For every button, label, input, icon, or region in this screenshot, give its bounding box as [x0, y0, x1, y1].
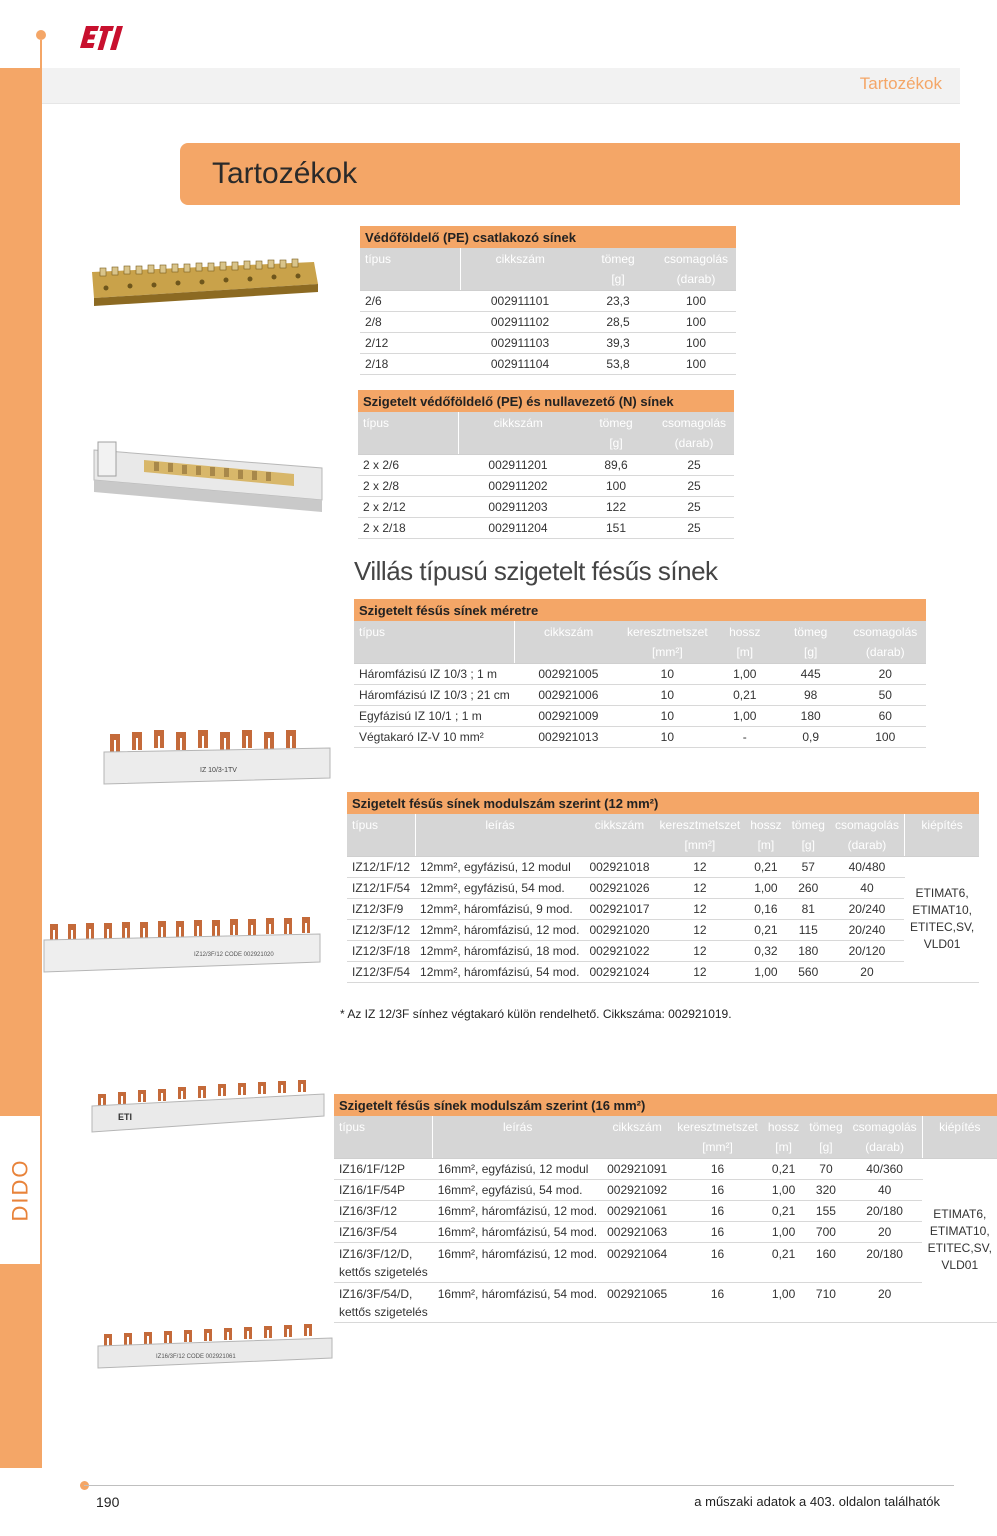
footer-divider: [84, 1485, 954, 1486]
cell: 002911202: [458, 475, 578, 496]
col-header: leírás: [415, 814, 584, 835]
cell: 560: [787, 961, 830, 982]
cell: 0,21: [713, 684, 777, 705]
col-header: hossz: [763, 1116, 804, 1137]
cell: 2 x 2/12: [358, 496, 458, 517]
type-text: IZ16/3F/54/D,: [339, 1286, 413, 1301]
cell: IZ12/3F/12: [347, 919, 415, 940]
col-header: csomagolás: [830, 814, 905, 835]
col-unit: [mm²]: [655, 835, 746, 856]
col-unit: [515, 642, 622, 663]
cell: 2/8: [360, 311, 460, 332]
cell: 10: [622, 663, 713, 684]
col-header: cikkszám: [602, 1116, 672, 1137]
col-unit: [m]: [745, 835, 786, 856]
cell: 002921005: [515, 663, 622, 684]
cell: 50: [845, 684, 926, 705]
kiepites-item: ETIMAT10,: [929, 1224, 990, 1238]
col-header: leírás: [433, 1116, 602, 1137]
type-text: IZ16/1F/54P: [339, 1182, 406, 1197]
cell: 16: [672, 1221, 763, 1242]
cell: -: [713, 726, 777, 747]
cell: 23,3: [580, 290, 656, 311]
cell: 16mm², háromfázisú, 54 mod.: [433, 1221, 602, 1242]
col-unit: [g]: [578, 433, 654, 454]
table-row: [358, 475, 734, 496]
table-row: [334, 1242, 997, 1282]
col-header: tömeg: [777, 621, 845, 642]
cell: 100: [845, 726, 926, 747]
col-unit: [584, 835, 654, 856]
cell: 1,00: [763, 1221, 804, 1242]
col-header: hossz: [713, 621, 777, 642]
cell: IZ12/3F/54: [347, 961, 415, 982]
cell: 0,9: [777, 726, 845, 747]
table-row: [347, 919, 979, 940]
cell: 710: [804, 1282, 847, 1322]
type-text: IZ16/3F/12/D,: [339, 1246, 413, 1261]
cell: 260: [787, 877, 830, 898]
cell: 1,00: [713, 663, 777, 684]
cell: 002921063: [602, 1221, 672, 1242]
cell: 002921013: [515, 726, 622, 747]
cell: 20: [848, 1282, 923, 1322]
cell: 12mm², háromfázisú, 9 mod.: [415, 898, 584, 919]
table-row: [354, 684, 926, 705]
cell: 16: [672, 1179, 763, 1200]
header-strip: [42, 68, 960, 104]
cell: 155: [804, 1200, 847, 1221]
col-unit: [358, 433, 458, 454]
col-unit: (darab): [830, 835, 905, 856]
table-row: [347, 940, 979, 961]
cell: 151: [578, 517, 654, 538]
cell: 12: [655, 961, 746, 982]
table-caption: Szigetelt fésűs sínek méretre: [354, 599, 926, 621]
comb-busbar-10mm-image: [104, 720, 334, 800]
table-row: [334, 1282, 997, 1322]
col-header: típus: [334, 1116, 433, 1137]
cell: 122: [578, 496, 654, 517]
cell: 002921065: [602, 1282, 672, 1322]
col-header: csomagolás: [848, 1116, 923, 1137]
comb-16-top-brand: ETI: [118, 1112, 133, 1122]
cell: 89,6: [578, 454, 654, 475]
cell: 20/240: [830, 898, 905, 919]
cell: 1,00: [763, 1179, 804, 1200]
cell: 2/6: [360, 290, 460, 311]
cell: [334, 1200, 433, 1221]
table-comb-bars-16mm: [334, 1094, 997, 1323]
cell: 2/18: [360, 353, 460, 374]
cell: 1,00: [713, 705, 777, 726]
cell: [334, 1221, 433, 1242]
cell: Háromfázisú IZ 10/3 ; 1 m: [354, 663, 515, 684]
cell: 115: [787, 919, 830, 940]
table-row: [347, 961, 979, 982]
kiepites-item: ETIMAT10,: [912, 903, 972, 917]
col-unit: [m]: [763, 1137, 804, 1158]
table-caption: Védőföldelő (PE) csatlakozó sínek: [360, 226, 736, 248]
comb-16-label: IZ16/3F/12 CODE 002921061: [156, 1354, 236, 1360]
cell: [334, 1242, 433, 1282]
table-row: [360, 332, 736, 353]
kiepites-item: VLD01: [923, 937, 961, 951]
cell: 2 x 2/18: [358, 517, 458, 538]
cell: 40: [830, 877, 905, 898]
col-unit: [mm²]: [672, 1137, 763, 1158]
cell: 12mm², egyfázisú, 12 modul: [415, 856, 584, 877]
left-accent-line: [40, 40, 42, 70]
comb-busbar-16mm-top-image: [88, 1078, 328, 1138]
kiepites-item: ETIMAT6,: [915, 886, 969, 900]
col-unit: [g]: [787, 835, 830, 856]
cell: 0,21: [745, 919, 786, 940]
table-row: [354, 663, 926, 684]
cell: 20/180: [848, 1242, 923, 1282]
col-header: keresztmetszet: [655, 814, 746, 835]
col-unit: [354, 642, 515, 663]
cell: 12mm², háromfázisú, 18 mod.: [415, 940, 584, 961]
cell: Háromfázisú IZ 10/3 ; 21 cm: [354, 684, 515, 705]
col-unit: (darab): [845, 642, 926, 663]
type-text: IZ16/1F/12P: [339, 1161, 406, 1176]
cell: 002911102: [460, 311, 580, 332]
table-row: [360, 311, 736, 332]
cell: 002921018: [584, 856, 654, 877]
cell: 16mm², háromfázisú, 12 mod.: [433, 1200, 602, 1221]
comb-busbar-12mm-image: [44, 906, 324, 986]
cell: 12mm², háromfázisú, 54 mod.: [415, 961, 584, 982]
col-header: keresztmetszet: [622, 621, 713, 642]
pe-terminal-bar-image: [86, 258, 322, 314]
cell: 002921064: [602, 1242, 672, 1282]
col-header: tömeg: [804, 1116, 847, 1137]
cell: 20/120: [830, 940, 905, 961]
col-unit: (darab): [654, 433, 734, 454]
cell: 0,21: [763, 1242, 804, 1282]
col-header: hossz: [745, 814, 786, 835]
table-row: [334, 1179, 997, 1200]
col-header: cikkszám: [460, 248, 580, 269]
cell: 60: [845, 705, 926, 726]
cell: 0,21: [763, 1158, 804, 1179]
cell: 20/240: [830, 919, 905, 940]
cell: 002921092: [602, 1179, 672, 1200]
type-text: IZ16/3F/12: [339, 1203, 398, 1218]
cell: 100: [656, 311, 736, 332]
col-unit: [g]: [804, 1137, 847, 1158]
comb-12-label: IZ12/3F/12 CODE 002921020: [194, 952, 274, 958]
cell: 12mm², egyfázisú, 54 mod.: [415, 877, 584, 898]
cell: 002921026: [584, 877, 654, 898]
cell: 16mm², háromfázisú, 12 mod.: [433, 1242, 602, 1282]
cell: 12: [655, 856, 746, 877]
col-header: típus: [347, 814, 415, 835]
table-row: [358, 454, 734, 475]
col-header: típus: [354, 621, 515, 642]
cell: IZ12/3F/9: [347, 898, 415, 919]
table-pe-bars: [360, 226, 736, 375]
cell: 002921061: [602, 1200, 672, 1221]
page-title-box: [180, 143, 960, 205]
cell: 16mm², egyfázisú, 12 modul: [433, 1158, 602, 1179]
cell: 81: [787, 898, 830, 919]
col-unit: [433, 1137, 602, 1158]
cell: 25: [654, 475, 734, 496]
col-header: kiépítés: [922, 1116, 997, 1137]
table-row: [347, 898, 979, 919]
col-header: keresztmetszet: [672, 1116, 763, 1137]
cell: 100: [578, 475, 654, 496]
col-unit: [360, 269, 460, 290]
cell: IZ12/1F/54: [347, 877, 415, 898]
cell: [334, 1179, 433, 1200]
cell: 20/180: [848, 1200, 923, 1221]
table-row: [358, 496, 734, 517]
kiepites-cell: [922, 1158, 997, 1322]
left-accent-dot: [36, 30, 46, 40]
insulated-pe-n-bar-image: [84, 420, 332, 530]
cell: 25: [654, 517, 734, 538]
cell: 002921006: [515, 684, 622, 705]
table-caption: Szigetelt védőföldelő (PE) és nullavezető (N) sínek: [358, 390, 734, 412]
kiepites-item: ETIMAT6,: [933, 1207, 987, 1221]
table-row: [354, 726, 926, 747]
col-unit: [602, 1137, 672, 1158]
cell: 16: [672, 1242, 763, 1282]
col-unit: (darab): [848, 1137, 923, 1158]
cell: IZ12/3F/18: [347, 940, 415, 961]
cell: 16: [672, 1158, 763, 1179]
cell: 10: [622, 705, 713, 726]
type-text: IZ16/3F/54: [339, 1224, 398, 1239]
cell: 28,5: [580, 311, 656, 332]
table-row: [360, 290, 736, 311]
col-unit: [g]: [580, 269, 656, 290]
cell: 100: [656, 332, 736, 353]
col-unit: [458, 433, 578, 454]
table-row: [347, 877, 979, 898]
cell: 002921024: [584, 961, 654, 982]
cell: 0,21: [745, 856, 786, 877]
page-number: 190: [96, 1494, 120, 1510]
cell: 002911201: [458, 454, 578, 475]
cell: 700: [804, 1221, 847, 1242]
cell: 57: [787, 856, 830, 877]
col-unit: [415, 835, 584, 856]
cell: 12: [655, 898, 746, 919]
cell: 25: [654, 454, 734, 475]
table-insulated-pe-n-bars: [358, 390, 734, 539]
cell: 002911104: [460, 353, 580, 374]
table-row: [334, 1158, 997, 1179]
section-heading: Villás típusú szigetelt fésűs sínek: [354, 556, 718, 586]
cell: 12: [655, 940, 746, 961]
cell: 2/12: [360, 332, 460, 353]
col-header: csomagolás: [845, 621, 926, 642]
table-comb-bars-12mm: [347, 792, 979, 983]
col-header: csomagolás: [656, 248, 736, 269]
cell: [334, 1282, 433, 1322]
col-header: cikkszám: [458, 412, 578, 433]
cell: 445: [777, 663, 845, 684]
footnote: * Az IZ 12/3F sínhez végtakaró külön rendelhető. Cikkszáma: 002921019.: [340, 1007, 732, 1021]
cell: 002911204: [458, 517, 578, 538]
type-note: kettős szigetelés: [339, 1304, 428, 1319]
table-row: [334, 1221, 997, 1242]
cell: 320: [804, 1179, 847, 1200]
comb-busbar-16mm-bottom-image: [96, 1318, 336, 1372]
comb-10-label: IZ 10/3-1TV: [200, 767, 237, 774]
col-unit: (darab): [656, 269, 736, 290]
table-row: [347, 856, 979, 877]
cell: 20: [848, 1221, 923, 1242]
col-header: cikkszám: [515, 621, 622, 642]
col-header: csomagolás: [654, 412, 734, 433]
cell: 0,21: [763, 1200, 804, 1221]
cell: 100: [656, 353, 736, 374]
cell: 180: [777, 705, 845, 726]
cell: Végtakaró IZ-V 10 mm²: [354, 726, 515, 747]
page-title: Tartozékok: [212, 157, 358, 190]
col-header: tömeg: [578, 412, 654, 433]
col-unit: [m]: [713, 642, 777, 663]
cell: 002921009: [515, 705, 622, 726]
cell: 1,00: [745, 877, 786, 898]
cell: 1,00: [763, 1282, 804, 1322]
col-unit: [mm²]: [622, 642, 713, 663]
col-header: kiépítés: [904, 814, 979, 835]
cell: 002921020: [584, 919, 654, 940]
cell: 0,16: [745, 898, 786, 919]
type-note: kettős szigetelés: [339, 1264, 428, 1279]
col-unit: [334, 1137, 433, 1158]
cell: 100: [656, 290, 736, 311]
col-unit: [922, 1137, 997, 1158]
cell: 002921022: [584, 940, 654, 961]
table-row: [360, 353, 736, 374]
cell: 40/480: [830, 856, 905, 877]
cell: Egyfázisú IZ 10/1 ; 1 m: [354, 705, 515, 726]
cell: 39,3: [580, 332, 656, 353]
table-comb-bars-by-size: [354, 599, 926, 748]
eti-logo: [82, 24, 128, 54]
col-header: cikkszám: [584, 814, 654, 835]
cell: 16: [672, 1200, 763, 1221]
cell: IZ12/1F/12: [347, 856, 415, 877]
table-row: [334, 1200, 997, 1221]
cell: 160: [804, 1242, 847, 1282]
cell: 002921091: [602, 1158, 672, 1179]
table-caption: Szigetelt fésűs sínek modulszám szerint (16 mm²): [334, 1094, 997, 1116]
header-category: Tartozékok: [859, 74, 942, 93]
cell: 20: [845, 663, 926, 684]
cell: 10: [622, 726, 713, 747]
cell: 10: [622, 684, 713, 705]
cell: 2 x 2/8: [358, 475, 458, 496]
cell: 12mm², háromfázisú, 12 mod.: [415, 919, 584, 940]
cell: 12: [655, 919, 746, 940]
cell: 002911103: [460, 332, 580, 353]
cell: 98: [777, 684, 845, 705]
table-caption: Szigetelt fésűs sínek modulszám szerint (12 mm²): [347, 792, 979, 814]
cell: 20: [830, 961, 905, 982]
col-header: típus: [358, 412, 458, 433]
cell: 2 x 2/6: [358, 454, 458, 475]
kiepites-item: ETITEC,SV,: [909, 920, 975, 934]
cell: 1,00: [745, 961, 786, 982]
col-unit: [g]: [777, 642, 845, 663]
cell: 40/360: [848, 1158, 923, 1179]
col-header: típus: [360, 248, 460, 269]
side-tab-label: DIDO: [7, 1158, 32, 1222]
cell: 002921017: [584, 898, 654, 919]
cell: 53,8: [580, 353, 656, 374]
cell: 70: [804, 1158, 847, 1179]
cell: 002911101: [460, 290, 580, 311]
cell: 25: [654, 496, 734, 517]
cell: [334, 1158, 433, 1179]
col-unit: [904, 835, 979, 856]
kiepites-cell: [904, 856, 979, 982]
table-row: [354, 705, 926, 726]
footer-note: a műszaki adatok a 403. oldalon találhatók: [694, 1494, 940, 1509]
col-unit: [460, 269, 580, 290]
side-tab-dido[interactable]: [0, 1114, 42, 1266]
col-unit: [347, 835, 415, 856]
cell: 12: [655, 877, 746, 898]
cell: 40: [848, 1179, 923, 1200]
cell: 16: [672, 1282, 763, 1322]
col-header: tömeg: [580, 248, 656, 269]
cell: 180: [787, 940, 830, 961]
cell: 16mm², háromfázisú, 54 mod.: [433, 1282, 602, 1322]
kiepites-item: ETITEC,SV,: [927, 1241, 992, 1255]
col-header: tömeg: [787, 814, 830, 835]
cell: 002911203: [458, 496, 578, 517]
cell: 16mm², egyfázisú, 54 mod.: [433, 1179, 602, 1200]
table-row: [358, 517, 734, 538]
cell: 0,32: [745, 940, 786, 961]
kiepites-item: VLD01: [941, 1258, 979, 1272]
